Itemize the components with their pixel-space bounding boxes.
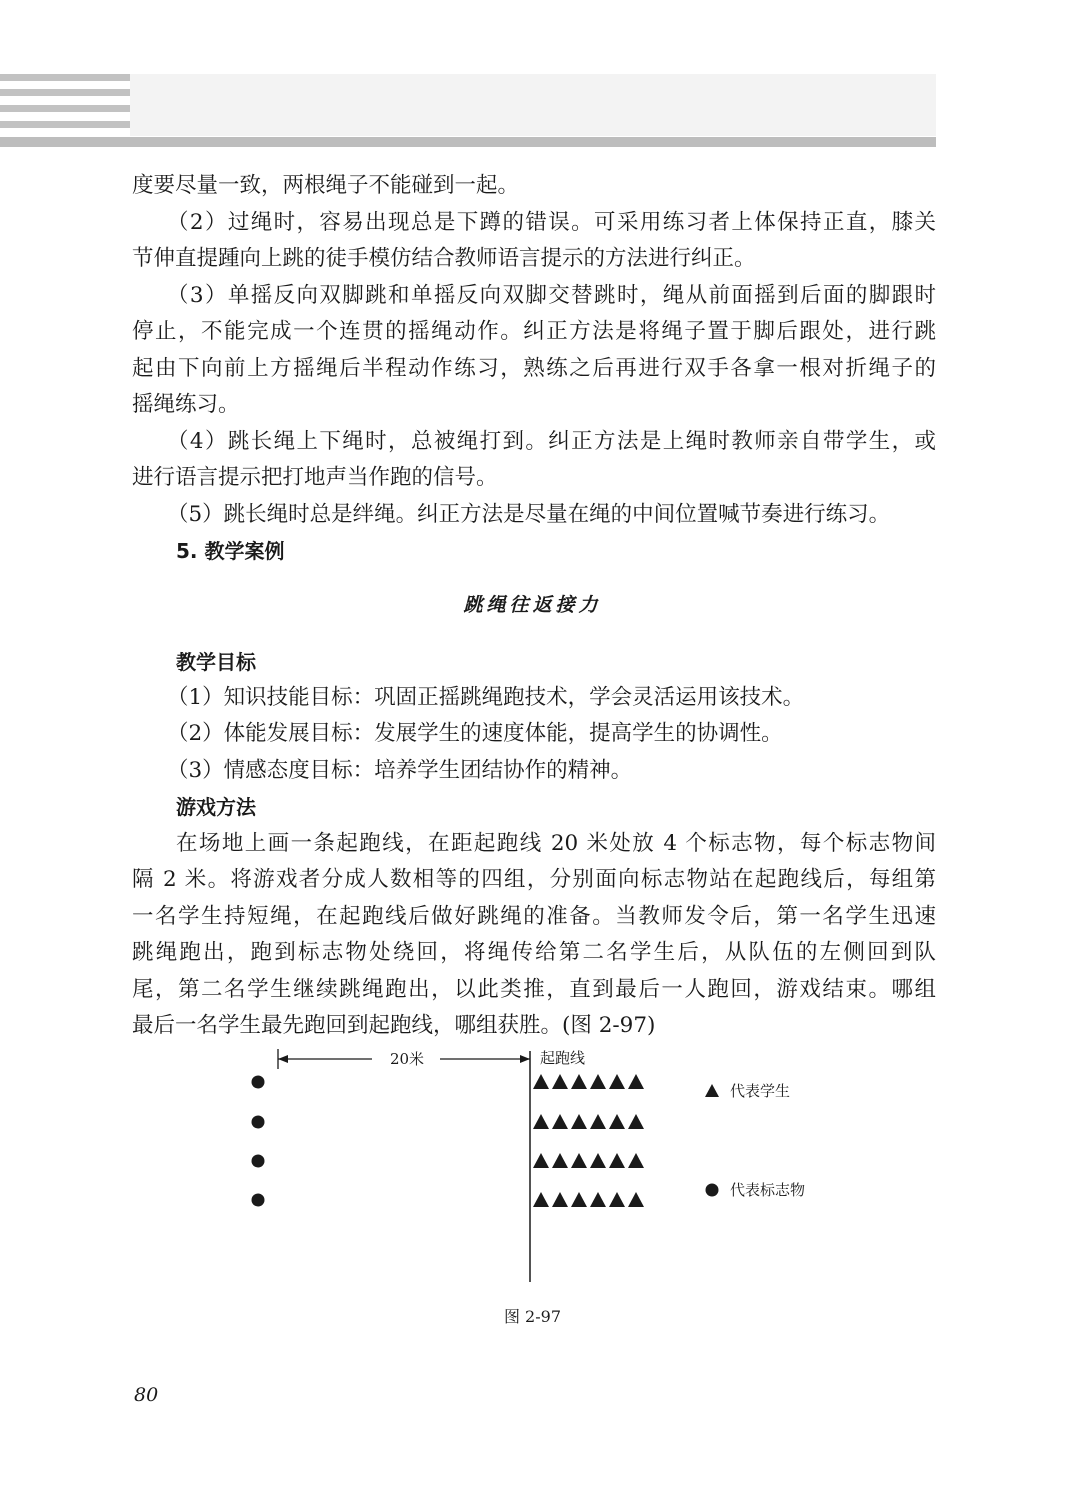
student-triangle-icon <box>590 1074 606 1089</box>
arrow-right-icon <box>520 1055 530 1063</box>
student-triangle-icon <box>552 1153 568 1168</box>
circle-legend-icon <box>706 1184 719 1197</box>
marker-group <box>252 1076 265 1207</box>
student-triangle-icon <box>609 1153 625 1168</box>
method-heading: 游戏方法 <box>176 795 256 819</box>
student-triangle-icon <box>552 1192 568 1207</box>
text-line: 节伸直提踵向上跳的徒手模仿结合教师语言提示的方法进行纠正。 <box>132 246 756 271</box>
goals-heading: 教学目标 <box>176 650 256 674</box>
student-triangle-icon <box>533 1114 549 1129</box>
arrow-left-icon <box>278 1055 288 1063</box>
goal-item: （3）情感态度目标：培养学生团结协作的精神。 <box>167 758 633 783</box>
student-triangle-icon <box>590 1114 606 1129</box>
text-line: 尾，第二名学生继续跳绳跑出，以此类推，直到最后一人跑回，游戏结束。哪组 <box>132 977 936 1002</box>
header-stripe <box>0 105 130 112</box>
marker-circle-icon <box>252 1155 265 1168</box>
marker-circle-icon <box>252 1194 265 1207</box>
student-triangle-icon <box>571 1192 587 1207</box>
student-triangle-icon <box>571 1074 587 1089</box>
header-stripe <box>0 121 130 128</box>
student-triangle-icon <box>628 1074 644 1089</box>
header-bar <box>0 137 936 147</box>
text-line: 进行语言提示把打地声当作跑的信号。 <box>132 465 498 490</box>
goal-item: （1）知识技能目标：巩固正摇跳绳跑技术，学会灵活运用该技术。 <box>167 685 805 710</box>
text-line: 隔 2 米。将游戏者分成人数相等的四组，分别面向标志物站在起跑线后，每组第 <box>132 867 936 892</box>
student-triangle-icon <box>533 1192 549 1207</box>
student-triangle-icon <box>590 1153 606 1168</box>
text-line: 最后一名学生最先跑回到起跑线，哪组获胜。(图 2-97) <box>132 1013 656 1038</box>
text-line: 在场地上画一条起跑线，在距起跑线 20 米处放 4 个标志物，每个标志物间 <box>176 831 936 856</box>
text-line: 一名学生持短绳，在起跑线后做好跳绳的准备。当教师发令后，第一名学生迅速 <box>132 904 936 929</box>
legend-student: 代表学生 <box>730 1082 791 1100</box>
student-triangle-icon <box>571 1114 587 1129</box>
header-stripe <box>0 74 130 81</box>
section-heading: 5. 教学案例 <box>176 539 285 563</box>
student-triangle-icon <box>628 1192 644 1207</box>
start-line-label: 起跑线 <box>540 1049 586 1067</box>
figure-caption: 图 2-97 <box>503 1307 562 1326</box>
goal-item: （2）体能发展目标：发展学生的速度体能，提高学生的协调性。 <box>167 721 783 746</box>
student-triangle-icon <box>590 1192 606 1207</box>
text-line: （4）跳长绳上下绳时，总被绳打到。纠正方法是上绳时教师亲自带学生，或 <box>167 429 936 454</box>
header-panel <box>130 74 936 136</box>
student-triangle-icon <box>628 1114 644 1129</box>
student-triangle-icon <box>533 1153 549 1168</box>
header-stripe <box>0 89 130 96</box>
student-triangle-icon <box>552 1114 568 1129</box>
text-line: （2）过绳时，容易出现总是下蹲的错误。可采用练习者上体保持正直，膝关 <box>167 210 936 235</box>
student-triangle-icon <box>571 1153 587 1168</box>
student-group <box>533 1074 644 1207</box>
page-number: 80 <box>134 1384 159 1406</box>
legend-marker: 代表标志物 <box>730 1181 806 1199</box>
marker-circle-icon <box>252 1116 265 1129</box>
text-line: 停止，不能完成一个连贯的摇绳动作。纠正方法是将绳子置于脚后跟处，进行跳 <box>132 319 936 344</box>
case-title: 跳绳往返接力 <box>463 594 602 616</box>
student-triangle-icon <box>552 1074 568 1089</box>
text-line: 起由下向前上方摇绳后半程动作练习，熟练之后再进行双手各拿一根对折绳子的 <box>132 356 936 381</box>
relay-diagram <box>240 1045 840 1290</box>
text-line: 摇绳练习。 <box>132 392 240 417</box>
text-line: 度要尽量一致，两根绳子不能碰到一起。 <box>132 173 520 198</box>
student-triangle-icon <box>609 1114 625 1129</box>
student-triangle-icon <box>609 1192 625 1207</box>
text-line: （3）单摇反向双脚跳和单摇反向双脚交替跳时，绳从前面摇到后面的脚跟时 <box>167 283 936 308</box>
marker-circle-icon <box>252 1076 265 1089</box>
text-line: （5）跳长绳时总是绊绳。纠正方法是尽量在绳的中间位置喊节奏进行练习。 <box>167 502 891 527</box>
triangle-legend-icon <box>705 1084 719 1097</box>
student-triangle-icon <box>628 1153 644 1168</box>
text-line: 跳绳跑出，跑到标志物处绕回，将绳传给第二名学生后，从队伍的左侧回到队 <box>132 940 936 965</box>
distance-label: 20米 <box>389 1050 425 1068</box>
student-triangle-icon <box>533 1074 549 1089</box>
student-triangle-icon <box>609 1074 625 1089</box>
